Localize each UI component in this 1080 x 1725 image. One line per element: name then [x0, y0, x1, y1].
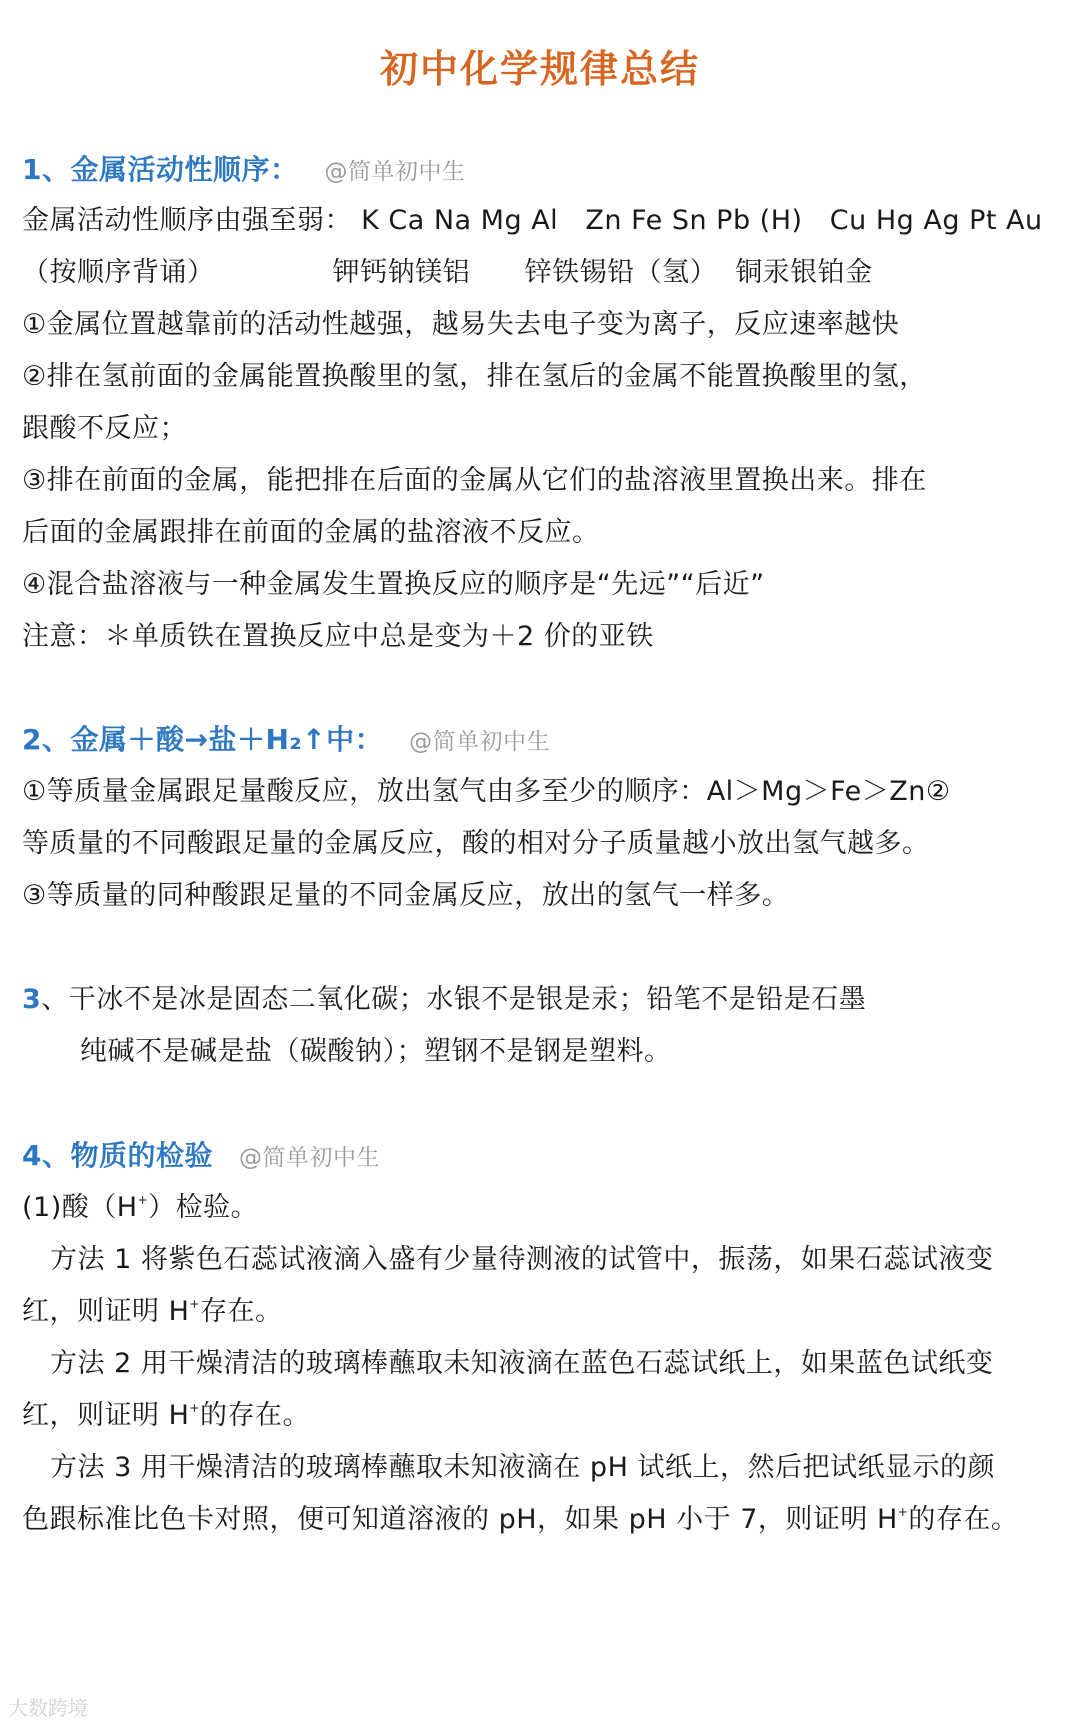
- s2-line-3: ③等质量的同种酸跟足量的不同金属反应，放出的氢气一样多。: [22, 880, 790, 911]
- s1-line-5: 跟酸不反应；: [22, 413, 187, 444]
- text: 的存在。: [908, 1504, 1019, 1535]
- s1-line-7: 后面的金属跟排在前面的金属的盐溶液不反应。: [22, 517, 600, 548]
- s1-line-3: ①金属位置越靠前的活动性越强，越易失去电子变为离子，反应速率越快: [22, 309, 900, 340]
- s3-line-1: [22, 982, 866, 1018]
- text: 红，则证明 H: [22, 1400, 190, 1431]
- text: 色跟标准比色卡对照，便可知道溶液的 pH，如果 pH 小于 7，则证明 H: [22, 1504, 898, 1535]
- text: (1)酸（H: [22, 1192, 138, 1223]
- text: 的存在。: [199, 1400, 310, 1431]
- superscript: +: [189, 1401, 200, 1415]
- section-1-title: 1、金属活动性顺序：: [22, 153, 299, 186]
- method-2-line-1: 方法 2 用干燥清洁的玻璃棒蘸取未知液滴在蓝色石蕊试纸上，如果蓝色试纸变: [50, 1348, 994, 1379]
- s1-line-4: ②排在氢前面的金属能置换酸里的氢，排在氢后的金属不能置换酸里的氢，: [22, 361, 927, 392]
- text: 存在。: [199, 1296, 283, 1327]
- method-3-line-1: 方法 3 用干燥清洁的玻璃棒蘸取未知液滴在 pH 试纸上，然后把试纸显示的颜: [50, 1452, 995, 1483]
- author-handle: @简单初中生: [238, 1145, 380, 1171]
- s1-line-6: ③排在前面的金属，能把排在后面的金属从它们的盐溶液里置换出来。排在: [22, 465, 927, 496]
- text: ）检验。: [148, 1192, 259, 1223]
- s1-line-9: 注意：＊单质铁在置换反应中总是变为＋2 价的亚铁: [22, 621, 654, 652]
- method-1-line-2: [22, 1294, 282, 1330]
- section-2-heading: [22, 722, 550, 760]
- superscript: +: [137, 1193, 149, 1207]
- section-1-heading: [22, 152, 465, 190]
- s2-line-2: 等质量的不同酸跟足量的金属反应，酸的相对分子质量越小放出氢气越多。: [22, 828, 930, 859]
- page-title: 初中化学规律总结: [379, 47, 700, 91]
- method-2-line-2: [22, 1398, 310, 1434]
- section-4-heading: [22, 1138, 380, 1176]
- s1-line-2: （按顺序背诵） 钾钙钠镁铝 锌铁锡铅（氢） 铜汞银铂金: [22, 257, 873, 288]
- s1-line-1: 金属活动性顺序由强至弱： K Ca Na Mg Al Zn Fe Sn Pb (H) Cu Hg Ag Pt Au: [22, 205, 1043, 236]
- section-2-title: 2、金属＋酸→盐＋H₂↑中：: [22, 723, 384, 756]
- method-3-line-2: [22, 1502, 1018, 1538]
- watermark: 大数跨境: [8, 1696, 88, 1720]
- method-1-line-1: 方法 1 将紫色石蕊试液滴入盛有少量待测液的试管中，振荡，如果石蕊试液变: [50, 1244, 994, 1275]
- s3-line-2: 纯碱不是碱是盐（碳酸钠）；塑钢不是钢是塑料。: [80, 1036, 672, 1067]
- author-handle: @简单初中生: [324, 159, 466, 185]
- author-handle: @简单初中生: [409, 729, 551, 755]
- s4-acid-test-title: [22, 1190, 258, 1226]
- superscript: +: [189, 1297, 200, 1311]
- text: 红，则证明 H: [22, 1296, 190, 1327]
- section-4-title: 4、物质的检验: [22, 1139, 213, 1172]
- section-3-number: 3: [22, 984, 42, 1015]
- s1-line-8: ④混合盐溶液与一种金属发生置换反应的顺序是“先远”“后近”: [22, 569, 765, 600]
- superscript: +: [897, 1505, 909, 1519]
- s2-line-1: ①等质量金属跟足量酸反应，放出氢气由多至少的顺序：Al＞Mg＞Fe＞Zn②: [22, 776, 951, 807]
- s3-line-1-text: 、干冰不是冰是固态二氧化碳；水银不是银是汞；铅笔不是铅是石墨: [41, 984, 867, 1015]
